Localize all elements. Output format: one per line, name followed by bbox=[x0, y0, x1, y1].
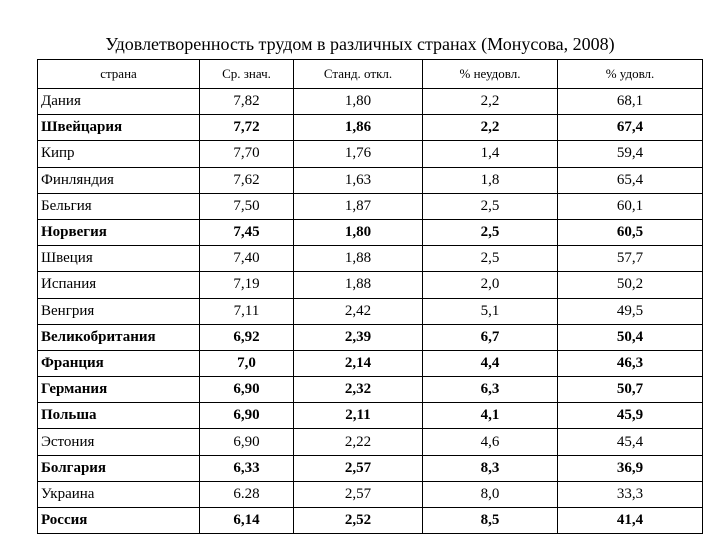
sd-cell: 2,39 bbox=[294, 324, 423, 350]
country-cell: Венгрия bbox=[38, 298, 200, 324]
satisfied-cell: 59,4 bbox=[558, 141, 703, 167]
mean-cell: 7,70 bbox=[200, 141, 294, 167]
table-row bbox=[38, 455, 703, 481]
sd-cell: 1,76 bbox=[294, 141, 423, 167]
country-cell: Россия bbox=[38, 508, 200, 534]
mean-cell: 6,33 bbox=[200, 455, 294, 481]
country-cell: Кипр bbox=[38, 141, 200, 167]
table-row bbox=[38, 89, 703, 115]
column-header-country: страна bbox=[38, 60, 200, 89]
table-row bbox=[38, 350, 703, 376]
mean-cell: 7,62 bbox=[200, 167, 294, 193]
satisfied-cell: 45,4 bbox=[558, 429, 703, 455]
dissatisfied-cell: 4,4 bbox=[423, 350, 558, 376]
mean-cell: 6,90 bbox=[200, 377, 294, 403]
table-row bbox=[38, 167, 703, 193]
dissatisfied-cell: 2,5 bbox=[423, 246, 558, 272]
table-row bbox=[38, 298, 703, 324]
sd-cell: 2,14 bbox=[294, 350, 423, 376]
country-cell: Франция bbox=[38, 350, 200, 376]
dissatisfied-cell: 8,5 bbox=[423, 508, 558, 534]
dissatisfied-cell: 5,1 bbox=[423, 298, 558, 324]
column-header-dissatisfied: % неудовл. bbox=[423, 60, 558, 89]
satisfied-cell: 41,4 bbox=[558, 508, 703, 534]
country-cell: Великобритания bbox=[38, 324, 200, 350]
table-header-row bbox=[38, 60, 703, 89]
country-cell: Норвегия bbox=[38, 219, 200, 245]
dissatisfied-cell: 8,0 bbox=[423, 481, 558, 507]
satisfied-cell: 60,1 bbox=[558, 193, 703, 219]
table-row bbox=[38, 377, 703, 403]
satisfied-cell: 60,5 bbox=[558, 219, 703, 245]
column-header-satisfied: % удовл. bbox=[558, 60, 703, 89]
dissatisfied-cell: 2,5 bbox=[423, 193, 558, 219]
dissatisfied-cell: 1,8 bbox=[423, 167, 558, 193]
table-row bbox=[38, 219, 703, 245]
table-body bbox=[38, 89, 703, 534]
satisfied-cell: 50,7 bbox=[558, 377, 703, 403]
column-header-sd: Станд. откл. bbox=[294, 60, 423, 89]
table-row bbox=[38, 324, 703, 350]
sd-cell: 2,57 bbox=[294, 455, 423, 481]
mean-cell: 6,92 bbox=[200, 324, 294, 350]
country-cell: Украина bbox=[38, 481, 200, 507]
dissatisfied-cell: 2,5 bbox=[423, 219, 558, 245]
country-cell: Испания bbox=[38, 272, 200, 298]
satisfied-cell: 36,9 bbox=[558, 455, 703, 481]
sd-cell: 1,88 bbox=[294, 246, 423, 272]
table-row bbox=[38, 246, 703, 272]
country-cell: Польша bbox=[38, 403, 200, 429]
sd-cell: 1,80 bbox=[294, 89, 423, 115]
dissatisfied-cell: 2,2 bbox=[423, 115, 558, 141]
column-header-mean: Ср. знач. bbox=[200, 60, 294, 89]
dissatisfied-cell: 4,6 bbox=[423, 429, 558, 455]
sd-cell: 1,87 bbox=[294, 193, 423, 219]
satisfied-cell: 67,4 bbox=[558, 115, 703, 141]
country-cell: Болгария bbox=[38, 455, 200, 481]
dissatisfied-cell: 4,1 bbox=[423, 403, 558, 429]
dissatisfied-cell: 8,3 bbox=[423, 455, 558, 481]
satisfied-cell: 45,9 bbox=[558, 403, 703, 429]
table-row bbox=[38, 481, 703, 507]
country-cell: Дания bbox=[38, 89, 200, 115]
sd-cell: 2,42 bbox=[294, 298, 423, 324]
dissatisfied-cell: 6,3 bbox=[423, 377, 558, 403]
satisfied-cell: 57,7 bbox=[558, 246, 703, 272]
sd-cell: 1,63 bbox=[294, 167, 423, 193]
country-cell: Швейцария bbox=[38, 115, 200, 141]
satisfied-cell: 46,3 bbox=[558, 350, 703, 376]
table-row bbox=[38, 403, 703, 429]
satisfied-cell: 65,4 bbox=[558, 167, 703, 193]
job-satisfaction-table bbox=[37, 59, 703, 534]
sd-cell: 2,52 bbox=[294, 508, 423, 534]
table-row bbox=[38, 141, 703, 167]
mean-cell: 7,40 bbox=[200, 246, 294, 272]
country-cell: Швеция bbox=[38, 246, 200, 272]
sd-cell: 2,22 bbox=[294, 429, 423, 455]
mean-cell: 6,90 bbox=[200, 429, 294, 455]
mean-cell: 7,50 bbox=[200, 193, 294, 219]
dissatisfied-cell: 2,0 bbox=[423, 272, 558, 298]
dissatisfied-cell: 2,2 bbox=[423, 89, 558, 115]
page-title: Удовлетворенность трудом в различных странах (Монусова, 2008) bbox=[105, 34, 615, 54]
satisfied-cell: 68,1 bbox=[558, 89, 703, 115]
sd-cell: 2,57 bbox=[294, 481, 423, 507]
satisfied-cell: 50,2 bbox=[558, 272, 703, 298]
mean-cell: 6,14 bbox=[200, 508, 294, 534]
country-cell: Эстония bbox=[38, 429, 200, 455]
mean-cell: 7,19 bbox=[200, 272, 294, 298]
sd-cell: 2,32 bbox=[294, 377, 423, 403]
country-cell: Бельгия bbox=[38, 193, 200, 219]
sd-cell: 1,86 bbox=[294, 115, 423, 141]
table-row bbox=[38, 272, 703, 298]
table-row bbox=[38, 508, 703, 534]
mean-cell: 7,45 bbox=[200, 219, 294, 245]
table-row bbox=[38, 115, 703, 141]
mean-cell: 7,72 bbox=[200, 115, 294, 141]
dissatisfied-cell: 1,4 bbox=[423, 141, 558, 167]
mean-cell: 6,90 bbox=[200, 403, 294, 429]
mean-cell: 7,0 bbox=[200, 350, 294, 376]
sd-cell: 1,80 bbox=[294, 219, 423, 245]
satisfied-cell: 33,3 bbox=[558, 481, 703, 507]
country-cell: Германия bbox=[38, 377, 200, 403]
sd-cell: 2,11 bbox=[294, 403, 423, 429]
country-cell: Финляндия bbox=[38, 167, 200, 193]
sd-cell: 1,88 bbox=[294, 272, 423, 298]
mean-cell: 6.28 bbox=[200, 481, 294, 507]
mean-cell: 7,82 bbox=[200, 89, 294, 115]
mean-cell: 7,11 bbox=[200, 298, 294, 324]
dissatisfied-cell: 6,7 bbox=[423, 324, 558, 350]
satisfied-cell: 50,4 bbox=[558, 324, 703, 350]
satisfied-cell: 49,5 bbox=[558, 298, 703, 324]
table-row bbox=[38, 193, 703, 219]
table-row bbox=[38, 429, 703, 455]
